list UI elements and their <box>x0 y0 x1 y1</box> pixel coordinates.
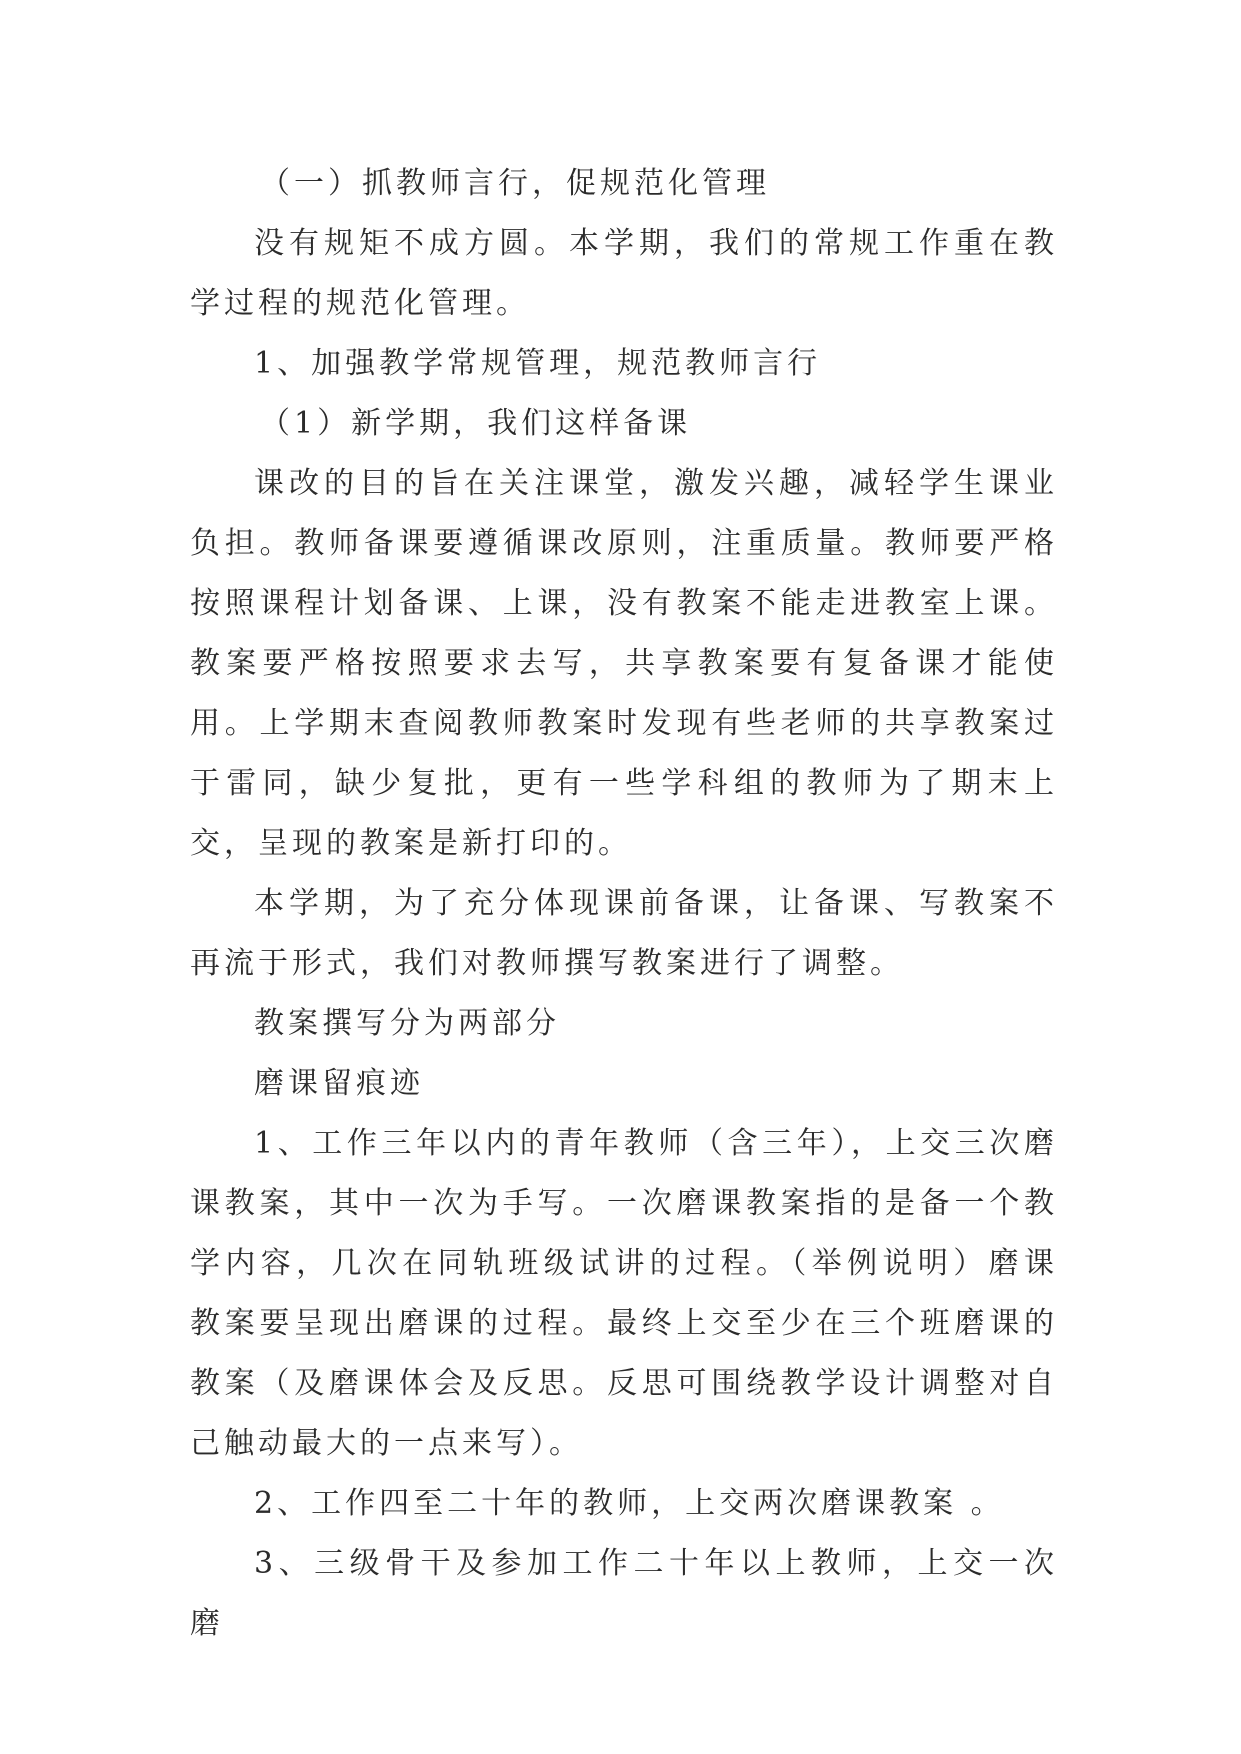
paragraph: 本学期，为了充分体现课前备课，让备课、写教案不再流于形式，我们对教师撰写教案进行了调整。 <box>190 886 1058 981</box>
list-item: 1、工作三年以内的青年教师（含三年），上交三次磨课教案，其中一次为手写。一次磨课教案指的是备一个教学内容，几次在同轨班级试讲的过程。（举例说明）磨课教案要呈现出磨课的过程。最终上交至少在三个班磨课的教案（及磨课体会及反思。反思可围绕教学设计调整对自己触动最大的一点来写）。 <box>190 1126 1058 1461</box>
subsection-heading: （1）新学期，我们这样备课 <box>260 406 692 441</box>
paragraph: 教案撰写分为两部分 <box>254 1006 560 1041</box>
paragraph: 没有规矩不成方圆。本学期，我们的常规工作重在教学过程的规范化管理。 <box>190 226 1058 321</box>
list-item: 3、三级骨干及参加工作二十年以上教师，上交一次磨 <box>190 1546 1058 1641</box>
document-body <box>190 154 1058 1654</box>
list-item: 2、工作四至二十年的教师，上交两次磨课教案 。 <box>254 1486 1005 1521</box>
subsection-heading: 1、加强教学常规管理，规范教师言行 <box>254 346 822 381</box>
paragraph: 课改的目的旨在关注课堂，激发兴趣，减轻学生课业负担。教师备课要遵循课改原则，注重质量。教师要严格按照课程计划备课、上课，没有教案不能走进教室上课。教案要严格按照要求去写，共享教案要有复备课才能使用。上学期末查阅教师教案时发现有些老师的共享教案过于雷同，缺少复批，更有一些学科组的教师为了期末上交，呈现的教案是新打印的。 <box>190 466 1058 861</box>
section-heading: （一）抓教师言行，促规范化管理 <box>260 166 770 201</box>
paragraph: 磨课留痕迹 <box>254 1066 424 1101</box>
